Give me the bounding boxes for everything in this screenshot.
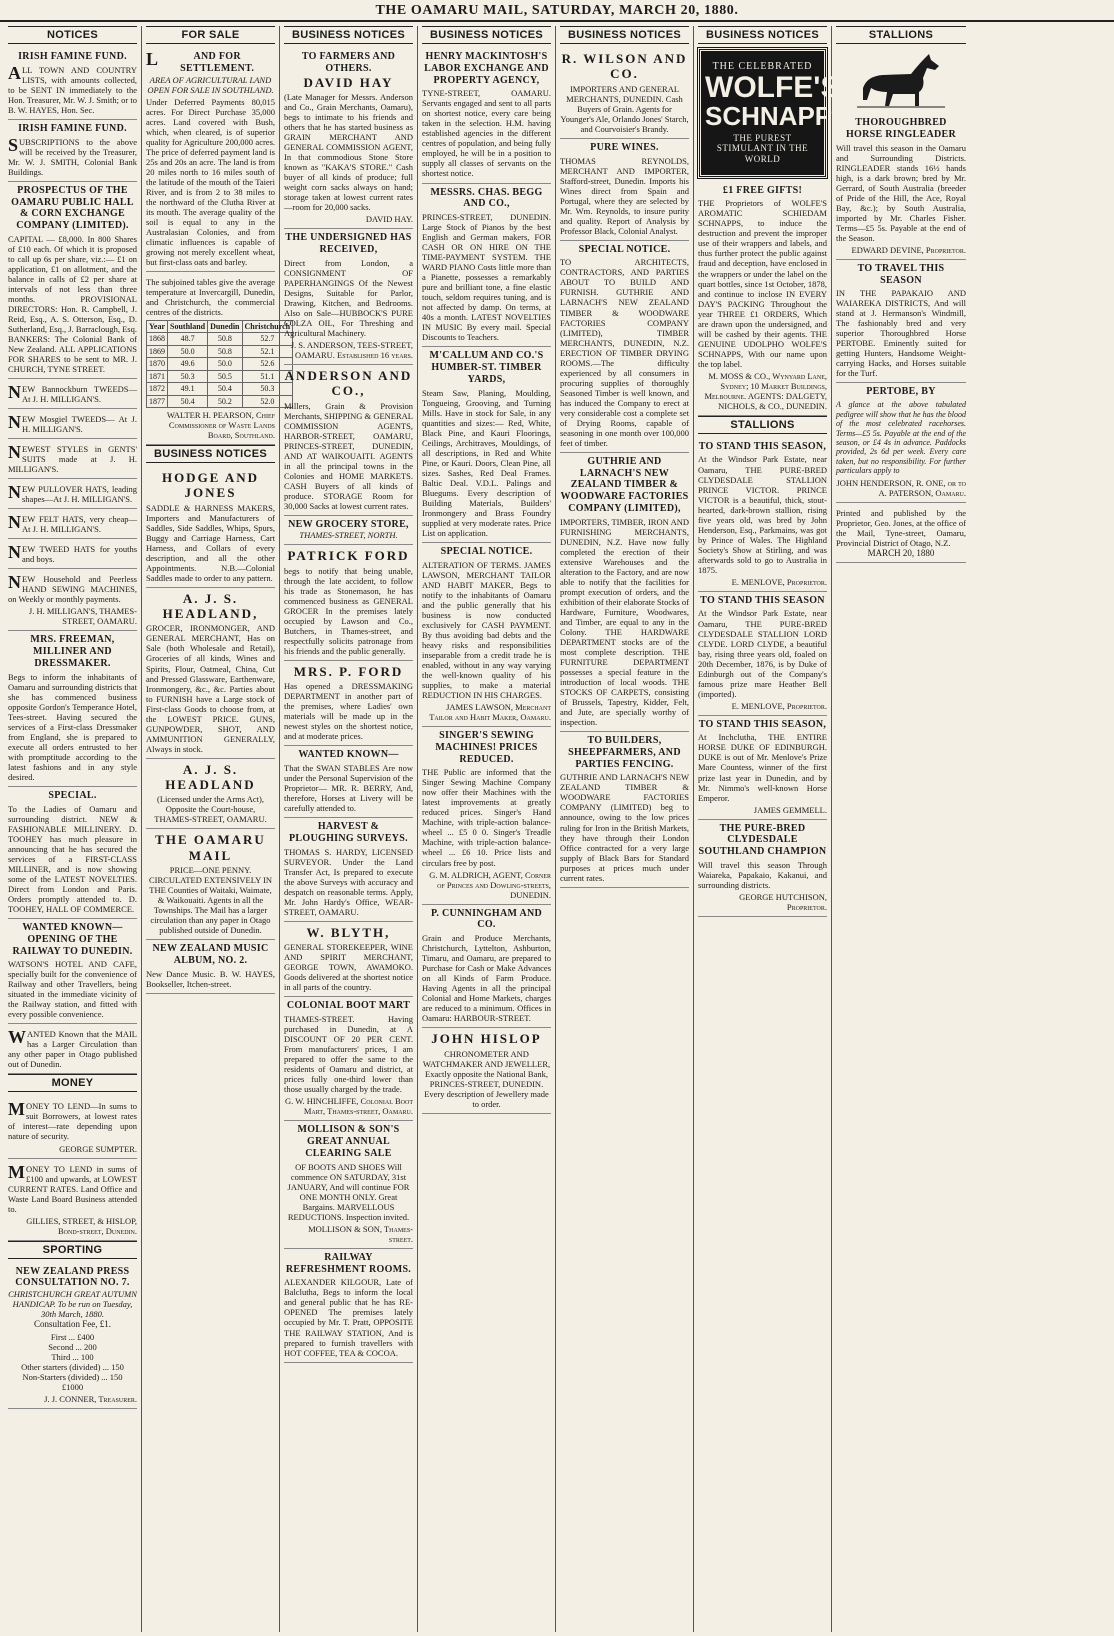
business-ad: P. CUNNINGHAM AND CO. Grain and Produce Merchants, Christchurch, Lyttelton, Ashburton, Timaru, and Oamaru, are prepared to Purchase for Cash or Make Advances on all Kinds of Farm Produce. Having Agents in all the principal Colonial and Home Markets, charges are reduced to a minimum. Offices in Oamaru: HARBOUR-STREET. xyxy=(422,905,551,1029)
notice-ad: MRS. FREEMAN, MILLINER AND DRESSMAKER. Begs to inform the inhabitants of Oamaru and surrounding districts that she has commenced business opposite Gordon's Temperance Hotel, Tees-street. Having secured the services of a First-class Dressmaker from England, she is prepared to execute all orders entrusted to her with promptitude according to the latest fashions and in any style desired. xyxy=(8,631,137,787)
notice-ad: PROSPECTUS OF THE OAMARU PUBLIC HALL & CORN EXCHANGE COMPANY (LIMITED). CAPITAL — £8,000. In 800 Shares of £10 each. Of which it is proposed to call up 6s per share, viz.:— £1 on application, £1 on allotment, and the balance in calls of £2 per share at intervals of not less than three months. PROVISIONAL DIRECTORS: Hon. R. Campbell, J. Reid, Esq., A. S. Otterson, Esq., D. Sutherland, Esq., J. Barraclough, Esq. BANKERS: The Colonial Bank of New Zealand. ALL APPLICATIONS FOR SHARES to be sent to MR. J. CHURCH, TYNE STREET. xyxy=(8,182,137,379)
section-header-notices: NOTICES xyxy=(8,26,137,44)
section-header-business: BUSINESS NOTICES xyxy=(698,26,827,44)
business-ad: W. BLYTH, GENERAL STOREKEEPER, WINE AND SPIRIT MERCHANT, GEORGE TOWN, AWAMOKO. Goods delivered at the shortest notice in all parts of the country. xyxy=(284,922,413,997)
business-ad: PURE WINES. THOMAS REYNOLDS, MERCHANT AND IMPORTER, Stafford-street, Dunedin. Imports his Wines direct from Spain and Portugal, where they are selected by Mr. Wm. Reynolds, to insure purity and quality. Report of Analysis by Professor Black, Colonial Analyst. xyxy=(560,139,689,241)
business-ad: PATRICK FORD begs to notify that being unable, through the late accident, to follow his trade as Stonemason, he has commenced business as GENERAL GROCER In the premises lately occupied by Lawson and Co., Butchers, in Thames-street, and respectfully solicits patronage from his friends and the public generally. xyxy=(284,545,413,660)
stallion-ad: THOROUGHBRED HORSE RINGLEADER Will travel this season in the Oamaru and Surrounding Districts. RINGLEADER stands 16½ hands high, is a dark brown; bred by Mr. Gerrard, of South Australia (breeder of Pride of the Hill, the Ace, Royal Bay, &c.); by South Australia, imported by Mr. Charles Fisher. Terms—£5 5s. Payable at the end of the Season. EDWARD DEVINE, Proprietor. xyxy=(836,114,966,260)
notice-ad: IRISH FAMINE FUND. SUBSCRIPTIONS to the above will be received by the Treasurer, Mr. W. J. SMITH, Colonial Bank Buildings. xyxy=(8,120,137,182)
business-ad: NEW GROCERY STORE, THAMES-STREET, NORTH. xyxy=(284,516,413,546)
business-ad: THE UNDERSIGNED HAS RECEIVED, Direct from London, a CONSIGNMENT OF PAPERHANGINGS Of the Newest Designs, Suitable for Parlor, Drawing, Kitchen, and Bedrooms. Also on Sale—HUBBOCK'S PURE COLZA OIL, For Threshing and Agricultural Machinery. J. S. ANDERSON, TEES-STREET, OAMARU. Established 16 years. xyxy=(284,229,413,365)
stallion-ad: TO STAND THIS SEASON At the Windsor Park Estate, near Oamaru, THE PURE-BRED CLYDESDALE STALLION LORD CLYDE. LORD CLYDE, a beautiful bay, rising three years old, foaled on 20th December, 1876, is by Duke of Edinburgh out of the Company's famous prize mare Heather Bell (imported). E. MENLOVE, Proprietor. xyxy=(698,592,827,716)
business-ad: R. WILSON AND CO. IMPORTERS AND GENERAL MERCHANTS, DUNEDIN. Cash Buyers of Grain. Agents for Younger's Ale, Orlando Jones' Starch, and Courvoisier's Brandy. xyxy=(560,48,689,139)
column-4 xyxy=(418,26,556,1632)
imprint: Printed and published by the Proprietor, Geo. Jones, at the office of the Mail, Tyne-street, Oamaru, Provincial District of Otago, N.Z. MARCH 20, 1880 xyxy=(836,503,966,564)
business-ad: NEW ZEALAND MUSIC ALBUM, NO. 2. New Dance Music. B. W. HAYES, Bookseller, Itchen-street. xyxy=(146,940,275,994)
notice-ad: NEW PULLOVER HATS, leading shapes—At J. H. MILLIGAN'S. xyxy=(8,479,137,509)
sporting-ad: NEW ZEALAND PRESS CONSULTATION NO. 7. CHRISTCHURCH GREAT AUTUMN HANDICAP. To be run on Tuesday, 30th March, 1880. Consultation Fee, £1. First ... £400 Second ... 200 Third ... 100 Other starters (divided) ... 150 Non-Starters (divided) ... 150 £1000 J. J. CONNER, Treasurer. xyxy=(8,1263,137,1409)
stallion-ad: PERTOBE, BY A glance at the above tabulated pedigree will show that he has the blood of the most celebrated racehorses. Terms—£5 5s. Payable at the end of the season, or £4 4s in advance. Paddocks provided, 2s 6d per week. Every care taken, but no responsibility. For further particulars apply to JOHN HENDERSON, R. ONE, or to A. PATERSON, Oamaru. xyxy=(836,383,966,502)
section-header-business: BUSINESS NOTICES xyxy=(284,26,413,44)
section-header-business: BUSINESS NOTICES xyxy=(146,445,275,463)
column-2 xyxy=(142,26,291,1632)
notice-ad: NEW Mosgiel TWEEDS— At J. H. MILLIGAN'S. xyxy=(8,409,137,439)
temperature-table-ad: The subjoined tables give the average temperature at Invercargill, Dunedin, and Christchurch, the commercial centres of the districts. Year Southland Dunedin Christchurch 1868 48.7 50.8 52.7 1869 50.0 50.8 52.1 1870 49.6 50.0 52.6 1871 50.3 50.5 51.1 1872 49.1 50.4 50.3 1877 50.4 50.2 52.0 WALTER H. PEARSON, Chief Commissioner of Waste Lands Board, Southland. xyxy=(146,272,275,445)
business-ad: M'CALLUM AND CO.'S HUMBER-ST. TIMBER YARDS, Steam Saw, Planing, Moulding, Tongueing, Grooving, and Turning Mills. Have in stock for Sale, in any quantities and sizes:— Red, White, Black Pine, and Kauri Floorings, Ceilings, Architraves, Mouldings, of all descriptions, in Red and White Pine, or Kauri. Doors, Clean Pine, all sizes. Sashes, Red Deal Frames. Baltic Deal. V.D.L. Palings and Bluegums. Every description of Building Materials, Builders' Ironmongery and Brass Foundry supplied at very moderate rates. Price List on application. xyxy=(422,347,551,543)
business-ad: A. J. S. HEADLAND, GROCER, IRONMONGER, AND GENERAL MERCHANT, Has on Sale (both Wholesale and Retail), Groceries of all kinds, Wines and Spirits, Flour, Oatmeal, China, Cut and Pressed Glassware, Earthenware, Ironmongery, &c., &c. Parties about to FURNISH have a Large stock of First-class Goods to choose from, at the LOWEST PRICE. GUNS, GUNPOWDER, SHOT, AND AMMUNITION GENERALLY, Always in stock. xyxy=(146,588,275,759)
business-ad: SPECIAL NOTICE. TO ARCHITECTS, CONTRACTORS, AND PARTIES ABOUT TO BUILD AND FURNISH. GUTHRIE AND LARNACH'S NEW ZEALAND TIMBER & WOODWARE FACTORIES COMPANY (LIMITED), TIMBER MERCHANTS, DUNEDIN, N.Z. ERECTION OF TIMBER DRYING ROOMS.—The difficulty experienced by all consumers in procuring supplies of thoroughly Seasoned Timber is well known, and has induced the Company to erect at very considerable cost a complete set of Drying Rooms, capable of seasoning in one month over 100,000 feet of timber. xyxy=(560,241,689,453)
masthead xyxy=(0,0,1114,22)
business-ad: TO FARMERS AND OTHERS. DAVID HAY (Late Manager for Messrs. Anderson and Co., Grain Merchants, Oamaru), begs to intimate to his friends and others that he has started business as GRAIN MERCHANT AND GENERAL COMMISSION AGENT, In that commodious Stone Store known as "KAKA'S STORE." Cash buyer of all kinds of produce; full weight corn sacks always on hand; storage taken at lowest current rates—room for 20,000 sacks. DAVID HAY. xyxy=(284,48,413,229)
business-ad: TO BUILDERS, SHEEPFARMERS, AND PARTIES FENCING. GUTHRIE AND LARNACH'S NEW ZEALAND TIMBER & WOODWARE FACTORIES COMPANY (LIMITED) beg to announce, owing to the low prices ruling for Iron in the British Markets, they have through their London Office contracted for a very large supply of Black Bars for Standard purposes at prices much under current rates. xyxy=(560,732,689,888)
stallion-ad: TO STAND THIS SEASON, At Inchclutha, THE ENTIRE HORSE DUKE OF EDINBURGH. DUKE is out of Mr. Menlove's Prize Mare Countess, winner of the first prize last year in Dunedin, and by Mr. Nimmo's well-known Horse Emperor. JAMES GEMMELL. xyxy=(698,716,827,820)
business-ad: WANTED KNOWN— That the SWAN STABLES Are now under the Personal Supervision of the Proprietor— MR. R. BERRY, And, therefore, Horses at Livery will be carefully attended to. xyxy=(284,746,413,818)
column-3 xyxy=(280,26,418,1632)
money-ad: MONEY TO LEND in sums of £100 and upwards, at LOWEST CURRENT RATES. Land Office and Waste Land Board Business attended to. GILLIES, STREET, & HISLOP, Bond-street, Dunedin. xyxy=(8,1159,137,1241)
newspaper-columns xyxy=(4,26,1110,1632)
table-row: 1869 50.0 50.8 52.1 xyxy=(147,345,293,357)
horse-icon xyxy=(853,48,949,110)
schnapps-advertisement: THE CELEBRATED WOLFE'S SCHNAPPS THE PUREST STIMULANT IN THE WORLD xyxy=(698,48,827,178)
section-header-business: BUSINESS NOTICES xyxy=(422,26,551,44)
horse-illustration xyxy=(836,48,966,110)
business-ad: COLONIAL BOOT MART THAMES-STREET. Having purchased in Dunedin, at A DISCOUNT OF 20 PER CENT. From manufacturers' prices, I am prepared to offer the same to the residents of Oamaru and district, at prices fully one-third lower than those usually charged by the trade. G. W. HINCHLIFFE, Colonial Boot Mart, Thames-street, Oamaru. xyxy=(284,997,413,1121)
business-ad: HODGE AND JONES SADDLE & HARNESS MAKERS, Importers and Manufacturers of Saddles, Side Saddles, Whips, Spurs, Buggy and Carriage Harness, Cart Harness, and Collars of every description, and all the other Appointments. N.B.—Colonial Saddles made to order to any pattern. xyxy=(146,467,275,588)
table-row: 1868 48.7 50.8 52.7 xyxy=(147,333,293,345)
business-ad: MESSRS. CHAS. BEGG AND CO., PRINCES-STREET, DUNEDIN. Large Stock of Pianos by the best English and German makers, FOR CASH OR ON HIRE ON THE TIME-PAYMENT SYSTEM. THE WARD PIANO Costs little more than a Pianette, possesses a remarkably pure and brilliant tone, a fine elastic touch, seldom requires tuning, and is not affected by damp. On terms, at 40s a month. LATEST NOVELTIES IN MUSIC By every mail. Special Discounts to Teachers. xyxy=(422,184,551,348)
table-row: 1872 49.1 50.4 50.3 xyxy=(147,383,293,395)
section-header-stallions: STALLIONS xyxy=(836,26,966,44)
notice-ad: NEW Household and Peerless HAND SEWING MACHINES, on Weekly or monthly payments. J. H. MILLIGAN'S, THAMES-STREET, OAMARU. xyxy=(8,569,137,631)
notice-ad: WANTED Known that the MAIL has a Larger Circulation than any other paper in Otago published out of Dunedin. xyxy=(8,1024,137,1074)
section-header-business: BUSINESS NOTICES xyxy=(560,26,689,44)
notice-ad: IRISH FAMINE FUND. ALL TOWN AND COUNTRY LISTS, with amounts collected, to be SENT IN immediately to the Hon. Treasurer, Mr. W. J. Smith; or to B. W. HAYES, Hon. Sec. xyxy=(8,48,137,120)
business-ad: RAILWAY REFRESHMENT ROOMS. ALEXANDER KILGOUR, Late of Balclutha, Begs to inform the local and general public that he has RE-OPENED The premises lately occupied by Mr. T. Pratt, OPPOSITE THE RAILWAY STATION, And is prepared to furnish travellers with HOT COFFEE, TEA & COCOA. xyxy=(284,1249,413,1363)
business-ad: HENRY MACKINTOSH'S LABOR EXCHANGE AND PROPERTY AGENCY, TYNE-STREET, OAMARU. Servants engaged and sent to all parts on shortest notice, every care being taken in the selection. H.M. having established agencies in the different centres of population, and being fully employed, he will be in a position to supply all classes of servants on the shortest notice. xyxy=(422,48,551,184)
section-header-money: MONEY xyxy=(8,1074,137,1092)
land-ad: LAND FOR SETTLEMENT. AREA OF AGRICULTURAL LAND OPEN FOR SALE IN SOUTHLAND. Under Deferred Payments 80,015 acres. For Direct Purchase 35,000 acres. Land covered with Bush, which, when cleared, is of superior quality for Agriculture 200,000 acres. The price of deferred payment land is 25s and 20s an acre. The land is from 20 miles north to 16 miles south of the latitude of the mouth of the Taieri River, and is from 2 to 38 miles to the northward of the Clutha River at its mouth. The average quality of the soil is equal to any in the Australasian Colonies, and from climatic influences is capable of growing not merely excellent wheat, but first-class oats and barley. xyxy=(146,48,275,272)
business-ad: £1 FREE GIFTS! THE Proprietors of WOLFE'S AROMATIC SCHIEDAM SCHNAPPS, to induce the destruction and prevent the improper use of their wrappers and labels, and thus further protect the public against fraud and deception, have enclosed in the wrappers or under the label on the quart bottles, since 1st October, 1878, and continue to inclose IN EVERY DAY'S PACKING Throughout the year THREE £1 ORDERS, Which are drawn upon the undersigned, and will be cashed by their agents. THE GENUINE UDOLPHO WOLFE'S SCHNAPPS, With our name upon the top label. M. MOSS & CO., Wynyard Lane, Sydney; 10 Market Buildings, Melbourne. AGENTS: DALGETY, NICHOLS, & CO., DUNEDIN. xyxy=(698,182,827,416)
notice-ad: NEW FELT HATS, very cheap— At J. H. MILLIGAN'S. xyxy=(8,509,137,539)
business-ad: MOLLISON & SON'S GREAT ANNUAL CLEARING SALE OF BOOTS AND SHOES Will commence ON SATURDAY, 31st JANUARY, And will continue FOR ONE MONTH ONLY. Great Bargains. MARVELLOUS REDUCTIONS. Inspection invited. MOLLISON & SON, Thames-street. xyxy=(284,1121,413,1249)
section-header-stallions: STALLIONS xyxy=(698,416,827,434)
column-5 xyxy=(556,26,694,1632)
column-7 xyxy=(832,26,970,1632)
business-ad: GUTHRIE AND LARNACH'S NEW ZEALAND TIMBER & WOODWARE FACTORIES COMPANY (LIMITED), IMPORTERS, TIMBER, IRON AND FURNISHING MERCHANTS, DUNEDIN, N.Z. Have now fully completed the erection of their extensive Warehouses and the alteration to the Factory, and are now able to notify that the facilities for prompt execution of orders, and the exhibition of their elaborate Stocks of Hardware, Furniture, Woodwares, and Timber, are equal to any in the Colony. THE HARDWARE DEPARTMENT stocks are of the most complete description. THE FURNITURE DEPARTMENT possesses a special feature in the introduction of local woods. THE STOCKS OF CARPETS, consisting of Brussels, Tapestry, Kidder, Felt, and Jute, are specially worthy of inspection. xyxy=(560,453,689,732)
table-row: 1877 50.4 50.2 52.0 xyxy=(147,395,293,407)
stallion-ad: THE PURE-BRED CLYDESDALE SOUTHLAND CHAMPION Will travel this season Through Waiareka, Papakaio, Kakanui, and surrounding districts. GEORGE HUTCHISON, Proprietor. xyxy=(698,820,827,917)
business-ad: A. J. S. HEADLAND (Licensed under the Arms Act), Opposite the Court-house, THAMES-STREET, OAMARU. xyxy=(146,759,275,830)
notice-ad: SPECIAL. To the Ladies of Oamaru and surrounding district. NEW & FASHIONABLE MILLINERY. D. TOOHEY has much pleasure in announcing that he has secured the services of a FIRST-CLASS MILLINER, and is now showing some of the LATEST NOVELTIES. Direct from London and Paris. Orders promptly attended to. D. TOOHEY, HALL OF COMMERCE. xyxy=(8,787,137,919)
business-ad: MRS. P. FORD Has opened a DRESSMAKING DEPARTMENT in another part of the premises, where Ladies' own materials will be made up in the newest styles on the shortest notice, and at moderate prices. xyxy=(284,661,413,746)
business-ad: SINGER'S SEWING MACHINES! PRICES REDUCED. THE Public are informed that the Singer Sewing Machine Company now offer their Machines with the latest improvements at greatly reduced prices. Singer's Hand Machine, with triple-action balance-wheel ... £5 0 0. Singer's Treadle Machine, with triple-action balance-wheel ... £6 10. Price lists and circulars free by post. G. M. ALDRICH, AGENT, Corner of Princes and Dowling-streets, DUNEDIN. xyxy=(422,727,551,905)
section-header-for-sale: FOR SALE xyxy=(146,26,275,44)
section-header-sporting: SPORTING xyxy=(8,1241,137,1259)
stallion-ad: TO TRAVEL THIS SEASON IN THE PAPAKAIO AND WAIAREKA DISTRICTS, And will stand at J. Hermanson's Windmill, The fashionably bred and very superior Thoroughbred Horse PERTOBE. Eminently suited for getting Hunters, Handsome Weight-carrying Hacks, and Horses suitable for the Turf. xyxy=(836,260,966,384)
business-ad: JOHN HISLOP CHRONOMETER AND WATCHMAKER AND JEWELLER, Exactly opposite the National Bank, PRINCES-STREET, DUNEDIN. Every description of Jewellery made to order. xyxy=(422,1028,551,1113)
notice-ad: NEWEST STYLES in GENTS' SUITS made at J. H. MILLIGAN'S. xyxy=(8,439,137,479)
business-ad: HARVEST & PLOUGHING SURVEYS. THOMAS S. HARDY, LICENSED SURVEYOR. Under the Land Transfer Act, Is prepared to execute the above Surveys with accuracy and despatch on reasonable terms. Apply, Mr. John Hardy's Office, WEAR-STREET, OAMARU. xyxy=(284,818,413,922)
stallion-ad: TO STAND THIS SEASON, At the Windsor Park Estate, near Oamaru, THE PURE-BRED CLYDESDALE STALLION PRINCE VICTOR. PRINCE VICTOR is a beautiful, thick, stout-hearted, dark-brown stallion, rising five years old, was bred by John Henderson, Esq., Parkmains, was got by Prince of Wales. The Highland Society's Show at Stirling, and was afterwards sold to go to Australia in 1875. E. MENLOVE, Proprietor. xyxy=(698,438,827,592)
table-row: 1870 49.6 50.0 52.6 xyxy=(147,358,293,370)
notice-ad: WANTED KNOWN—OPENING OF THE RAILWAY TO DUNEDIN. WATSON'S HOTEL AND CAFE, specially built for the convenience of Railway and other Travellers, being situated in the immediate vicinity of the Railway station, and fitted with every possible convenience. xyxy=(8,919,137,1024)
business-ad: THE OAMARU MAIL PRICE—ONE PENNY. CIRCULATED EXTENSIVELY IN THE Counties of Waitaki, Waimate, & Waikouaiti. Agents in all the Townships. The Mail has a larger circulation than any paper in Otago published outside of Dunedin. xyxy=(146,829,275,940)
notice-ad: NEW Bannockburn TWEEDS— At J. H. MILLIGAN'S. xyxy=(8,379,137,409)
column-1 xyxy=(4,26,142,1632)
masthead-title: THE OAMARU MAIL, SATURDAY, MARCH 20, 1880. xyxy=(375,3,739,18)
business-ad: SPECIAL NOTICE. ALTERATION OF TERMS. JAMES LAWSON, MERCHANT TAILOR AND HABIT MAKER, Begs to notify to the inhabitants of Oamaru and the public generally that his business is now conducted exclusively for CASH PAYMENT. By thus avoiding bad debts and the heavy risks and responsibilities inseparable from a credit trade he is enabled, without in any way varying the well-known quality of his supplies, to make a material REDUCTION IN HIS CHARGES. JAMES LAWSON, Merchant Tailor and Habit Maker, Oamaru. xyxy=(422,543,551,727)
temperature-table: Year Southland Dunedin Christchurch 1868 48.7 50.8 52.7 1869 50.0 50.8 52.1 1870 49.6 50.0 52.6 1871 50.3 50.5 51.1 1872 49.1 50.4 50.3 1877 50.4 50.2 52.0 xyxy=(146,320,293,408)
prize-list: First ... £400 Second ... 200 Third ... 100 Other starters (divided) ... 150 Non-Starters (divided) ... 150 £1000 xyxy=(21,1331,124,1392)
column-6 xyxy=(694,26,850,1632)
notice-ad: NEW TWEED HATS for youths and boys. xyxy=(8,539,137,569)
money-ad: MONEY TO LEND—In sums to suit Borrowers, at lowest rates of interest—rate depending upon nature of security. GEORGE SUMPTER. xyxy=(8,1096,137,1158)
table-row: 1871 50.3 50.5 51.1 xyxy=(147,370,293,382)
business-ad: ANDERSON AND CO., Millers, Grain & Provision Merchants, SHIPPING & GENERAL COMMISSION AGENTS, HARBOR-STREET, OAMARU, PRINCES-STREET, DUNEDIN, AND AT WAIKOUAITI. AGENTS in all the principal towns in the Colonies and HOME MARKETS. CASH Buyers of all kinds of produce. STORAGE Room for 30,000 Sacks at lowest current rates. xyxy=(284,365,413,516)
